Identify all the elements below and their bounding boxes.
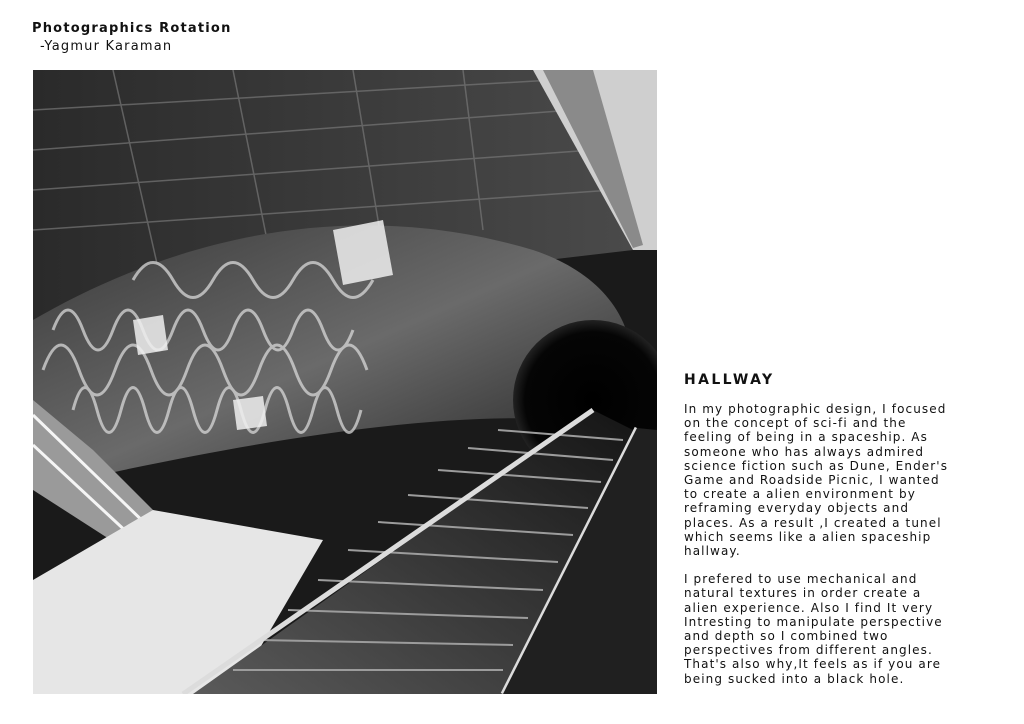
page-header [32,20,232,56]
project-title: Photographics Rotation [32,21,232,36]
description-paragraph-2: I prefered to use mechanical and natural textures in order create a alien experience. Also I find It very Intresting to manipulate perspective and depth so I combined two perspectives from different angles. That's also why,It feels as if you are being sucked into a black hole. [684,572,943,686]
author-name: -Yagmur Karaman [40,39,173,54]
hallway-photo [33,70,657,694]
description-paragraph-1: In my photographic design, I focused on the concept of sci-fi and the feeling of being in a spaceship. As someone who has always admired science fiction such as Dune, Ender's Game and Roadside Picnic, I wanted to create a alien environment by reframing everyday objects and places. As a result ,I created a tunel which seems like a alien spaceship hallway. [684,402,949,559]
description-column [684,372,984,700]
section-heading: HALLWAY [684,372,775,388]
